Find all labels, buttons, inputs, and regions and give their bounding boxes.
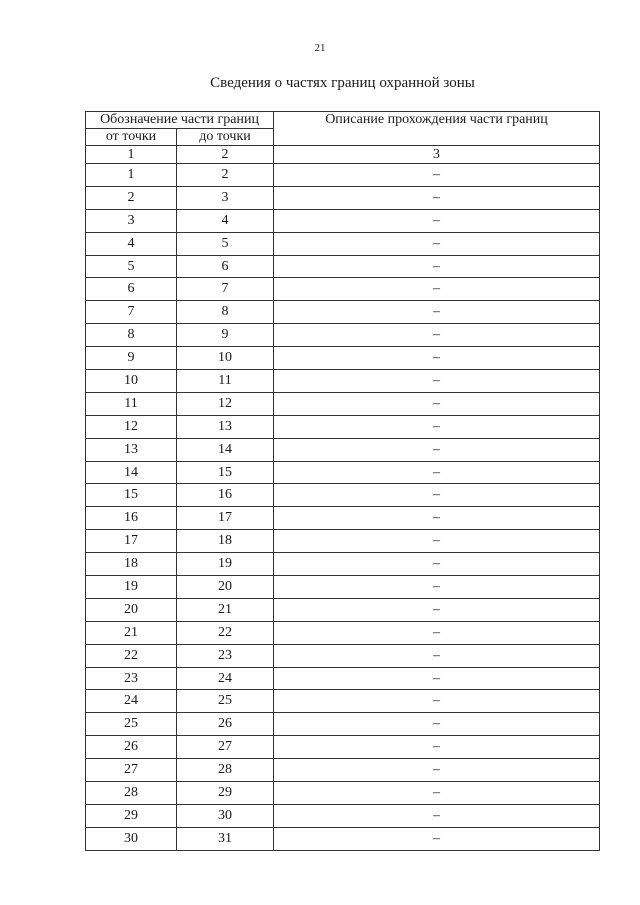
table-row: [86, 301, 600, 324]
description-cell: –: [274, 301, 600, 324]
document-title: Сведения о частях границ охранной зоны: [210, 75, 475, 91]
description-cell: –: [274, 278, 600, 301]
to-point-cell: 4: [177, 209, 274, 232]
description-cell: –: [274, 164, 600, 187]
description-cell: –: [274, 782, 600, 805]
from-point-cell: 13: [86, 438, 177, 461]
to-point-cell: 24: [177, 667, 274, 690]
table-row: [86, 713, 600, 736]
description-cell: –: [274, 461, 600, 484]
boundary-parts-table: [85, 111, 600, 851]
from-point-cell: 30: [86, 827, 177, 850]
column-index-cell: 1: [86, 146, 177, 164]
description-cell: –: [274, 484, 600, 507]
description-cell: –: [274, 621, 600, 644]
page-number: 21: [314, 42, 326, 54]
table-row: [86, 415, 600, 438]
from-point-cell: 17: [86, 530, 177, 553]
from-point-cell: 1: [86, 164, 177, 187]
table-row: [86, 507, 600, 530]
description-cell: –: [274, 827, 600, 850]
to-point-cell: 8: [177, 301, 274, 324]
to-point-cell: 13: [177, 415, 274, 438]
from-point-cell: 9: [86, 347, 177, 370]
to-point-cell: 15: [177, 461, 274, 484]
table-row: [86, 438, 600, 461]
description-cell: –: [274, 598, 600, 621]
table-row: [86, 484, 600, 507]
table-row: [86, 621, 600, 644]
header-description: Описание прохождения части границ: [274, 112, 600, 146]
to-point-cell: 27: [177, 736, 274, 759]
to-point-cell: 18: [177, 530, 274, 553]
table-row: [86, 598, 600, 621]
table-row: [86, 530, 600, 553]
description-cell: –: [274, 804, 600, 827]
description-cell: –: [274, 667, 600, 690]
to-point-cell: 31: [177, 827, 274, 850]
to-point-cell: 14: [177, 438, 274, 461]
to-point-cell: 19: [177, 553, 274, 576]
from-point-cell: 24: [86, 690, 177, 713]
from-point-cell: 26: [86, 736, 177, 759]
description-cell: –: [274, 438, 600, 461]
to-point-cell: 10: [177, 347, 274, 370]
to-point-cell: 29: [177, 782, 274, 805]
to-point-cell: 16: [177, 484, 274, 507]
from-point-cell: 27: [86, 759, 177, 782]
from-point-cell: 23: [86, 667, 177, 690]
header-boundary-designation: Обозначение части границ: [86, 112, 274, 129]
to-point-cell: 3: [177, 186, 274, 209]
column-index-row: [86, 146, 600, 164]
to-point-cell: 12: [177, 392, 274, 415]
table-row: [86, 576, 600, 599]
description-cell: –: [274, 324, 600, 347]
to-point-cell: 21: [177, 598, 274, 621]
from-point-cell: 8: [86, 324, 177, 347]
from-point-cell: 3: [86, 209, 177, 232]
table-row: [86, 186, 600, 209]
description-cell: –: [274, 415, 600, 438]
table-row: [86, 209, 600, 232]
table-row: [86, 392, 600, 415]
description-cell: –: [274, 232, 600, 255]
table-row: [86, 255, 600, 278]
table-row: [86, 644, 600, 667]
description-cell: –: [274, 713, 600, 736]
from-point-cell: 28: [86, 782, 177, 805]
table-row: [86, 759, 600, 782]
description-cell: –: [274, 370, 600, 393]
to-point-cell: 9: [177, 324, 274, 347]
from-point-cell: 12: [86, 415, 177, 438]
from-point-cell: 20: [86, 598, 177, 621]
table-row: [86, 782, 600, 805]
column-index-cell: 2: [177, 146, 274, 164]
table-row: [86, 278, 600, 301]
from-point-cell: 25: [86, 713, 177, 736]
to-point-cell: 20: [177, 576, 274, 599]
from-point-cell: 15: [86, 484, 177, 507]
table-row: [86, 804, 600, 827]
to-point-cell: 17: [177, 507, 274, 530]
to-point-cell: 22: [177, 621, 274, 644]
description-cell: –: [274, 644, 600, 667]
from-point-cell: 16: [86, 507, 177, 530]
from-point-cell: 11: [86, 392, 177, 415]
from-point-cell: 10: [86, 370, 177, 393]
description-cell: –: [274, 347, 600, 370]
from-point-cell: 6: [86, 278, 177, 301]
table-row: [86, 690, 600, 713]
table-row: [86, 736, 600, 759]
table-row: [86, 827, 600, 850]
description-cell: –: [274, 507, 600, 530]
table-row: [86, 324, 600, 347]
description-cell: –: [274, 690, 600, 713]
to-point-cell: 23: [177, 644, 274, 667]
to-point-cell: 5: [177, 232, 274, 255]
table-row: [86, 232, 600, 255]
from-point-cell: 19: [86, 576, 177, 599]
to-point-cell: 25: [177, 690, 274, 713]
description-cell: –: [274, 759, 600, 782]
table-row: [86, 347, 600, 370]
description-cell: –: [274, 736, 600, 759]
to-point-cell: 28: [177, 759, 274, 782]
from-point-cell: 14: [86, 461, 177, 484]
from-point-cell: 18: [86, 553, 177, 576]
from-point-cell: 21: [86, 621, 177, 644]
description-cell: –: [274, 392, 600, 415]
to-point-cell: 6: [177, 255, 274, 278]
description-cell: –: [274, 553, 600, 576]
description-cell: –: [274, 209, 600, 232]
to-point-cell: 11: [177, 370, 274, 393]
to-point-cell: 30: [177, 804, 274, 827]
description-cell: –: [274, 576, 600, 599]
header-from-point: от точки: [86, 129, 177, 146]
table-body: [86, 146, 600, 851]
from-point-cell: 29: [86, 804, 177, 827]
table-row: [86, 461, 600, 484]
from-point-cell: 22: [86, 644, 177, 667]
from-point-cell: 7: [86, 301, 177, 324]
table-row: [86, 553, 600, 576]
table-row: [86, 164, 600, 187]
description-cell: –: [274, 186, 600, 209]
to-point-cell: 7: [177, 278, 274, 301]
to-point-cell: 26: [177, 713, 274, 736]
to-point-cell: 2: [177, 164, 274, 187]
header-to-point: до точки: [177, 129, 274, 146]
table-row: [86, 370, 600, 393]
description-cell: –: [274, 530, 600, 553]
from-point-cell: 2: [86, 186, 177, 209]
column-index-cell: 3: [274, 146, 600, 164]
from-point-cell: 5: [86, 255, 177, 278]
description-cell: –: [274, 255, 600, 278]
from-point-cell: 4: [86, 232, 177, 255]
table-row: [86, 667, 600, 690]
